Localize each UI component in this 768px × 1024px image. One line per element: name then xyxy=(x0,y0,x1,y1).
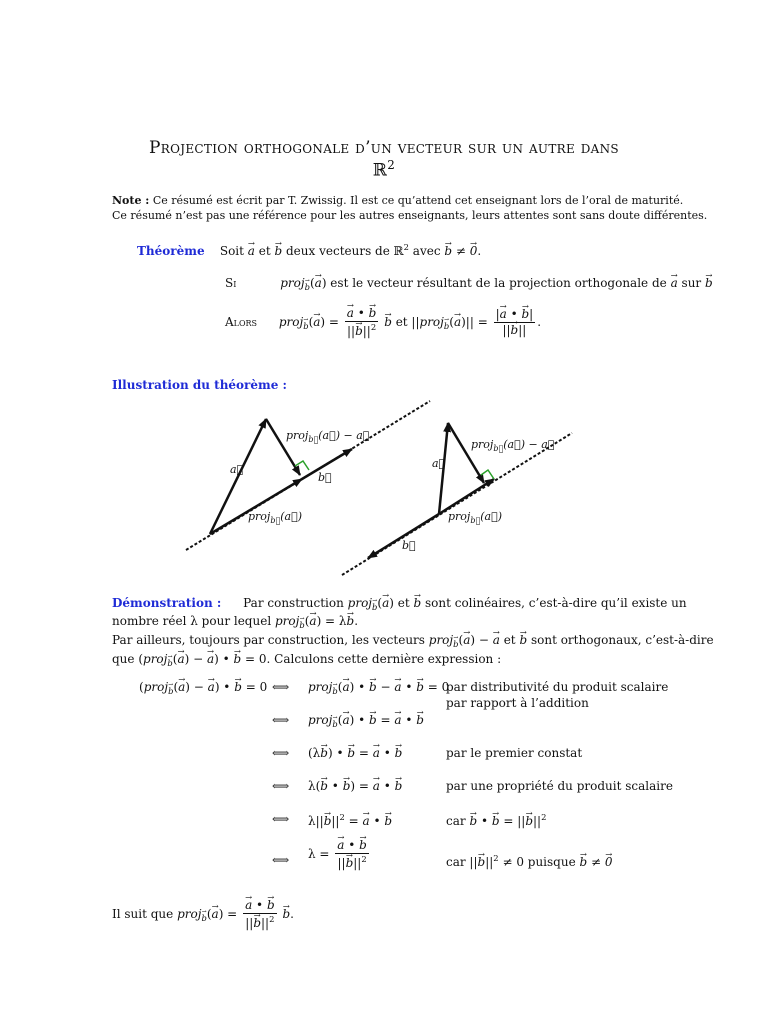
theorem-statement: Théorème Soit → a et → b deux vecteurs de ℝ$^2$ avec → b ≠ → 0. xyxy=(137,242,481,258)
step-1-lhs: (proj→ $_b$(→ a) − → a) • → b = 0 xyxy=(139,680,267,696)
step-4-rhs: λ(→ b • → b) = → a • → b xyxy=(308,779,402,793)
si-label: Si xyxy=(225,276,237,290)
vector-diff-1 xyxy=(266,419,300,475)
note-line2: Ce résumé n’est pas une référence pour les autres enseignants, leurs attentes sont sans doute différentes. xyxy=(112,209,708,222)
step-5-rhs: $\lambda||\to b||^2$ = → a • → b xyxy=(308,812,392,828)
illustration-label: Illustration du théorème : xyxy=(112,378,287,392)
step-4-reason: par une propriété du produit scalaire xyxy=(446,779,673,793)
demo-line3: Par ailleurs, toujours par construction, les vecteurs proj→ $_b$(→ a) − → a et → b sont orthogonaux, c’est-à-dire xyxy=(112,633,714,649)
demo-line1: Démonstration : Par construction proj→ $_b$(→ a) et → b sont colinéaires, c’est-à-dire qu’il existe un xyxy=(112,596,687,612)
title-line1: Projection orthogonale d’un vecteur sur un autre dans xyxy=(149,138,619,158)
conclusion: Il suit que proj→ $_b$(→ a) = → $\frac{a • \to b}{||\to b||^2}$ → b. xyxy=(112,898,294,931)
vector-diff-2 xyxy=(448,423,484,483)
theorem-si: Si proj→ $_b$(→ a) est le vecteur résultant de la projection orthogonale de → a sur → b xyxy=(225,276,713,292)
step-3-arrow: ⟺ xyxy=(272,746,290,760)
step-6-reason: car ||→ $b||^2 \ne 0$ puisque → b ≠ → 0 xyxy=(446,853,613,869)
step-6-arrow: ⟺ xyxy=(272,853,290,867)
step-5-reason: car → b • → b = ||→ $b||^2$ xyxy=(446,812,546,828)
step-1-rhs: proj→ $_b$(→ a) • → b − → a • → b = 0 xyxy=(308,680,449,696)
step-1-arrow: ⟺ xyxy=(272,680,290,694)
note-label: Note : xyxy=(112,194,150,207)
label-a-1: a⃗ xyxy=(230,463,244,476)
figure-1 xyxy=(186,401,430,550)
label-a-2: a⃗ xyxy=(432,457,446,470)
note-paragraph xyxy=(112,194,683,207)
note-line1: Ce résumé est écrit par T. Zwissig. Il est ce qu’attend cet enseignant lors de l’oral de maturité. xyxy=(152,194,684,207)
step-2-rhs: proj→ $_b$(→ a) • → b = → a • → b xyxy=(308,713,424,729)
demo-line4: que (proj→ $_b$(→ a) − → a) • → b = 0. Calculons cette dernière expression : xyxy=(112,652,501,668)
illustration-figure xyxy=(0,395,768,585)
right-angle-2 xyxy=(481,470,494,479)
demo-line2: nombre réel λ pour lequel proj→ $_b$(→ a) = λ→ b. xyxy=(112,614,358,630)
label-diff-2: proj$_{b⃗}$(a⃗) − a⃗ xyxy=(471,438,555,453)
label-diff-1: proj$_{b⃗}$(a⃗) − a⃗ xyxy=(286,429,370,444)
demo-label: Démonstration : xyxy=(112,596,222,610)
label-b-2: b⃗ xyxy=(402,539,416,552)
alors-label: Alors xyxy=(225,315,258,329)
figure-2 xyxy=(342,423,572,575)
step-2-arrow: ⟺ xyxy=(272,713,290,727)
label-b-1: b⃗ xyxy=(318,471,332,484)
page-title xyxy=(0,138,768,158)
theorem-alors: Alors proj→ $_b$(→ a) = → $\frac{a • \to b}{||\to b||^2}$ → b et ||proj→ $_b$(→ a)|| = $\frac{|\to a • \to b|}{||\to b||}$ . xyxy=(225,306,541,339)
title-line2: ℝ$^2$ xyxy=(372,158,396,181)
vector-proj-2 xyxy=(439,479,494,514)
label-proj-2: proj$_{b⃗}$(a⃗) xyxy=(448,510,503,525)
label-proj-1: proj$_{b⃗}$(a⃗) xyxy=(248,510,303,525)
step-4-arrow: ⟺ xyxy=(272,779,290,793)
step-3-reason: par le premier constat xyxy=(446,746,583,760)
step-6-rhs: λ = → $\frac{a • \to b}{||\to b||^2}$ xyxy=(308,838,371,871)
step-1-reason: par distributivité du produit scalaire xyxy=(446,680,669,694)
step-3-rhs: (λ→ b) • → b = → a • → b xyxy=(308,746,402,760)
step-1-reason2: par rapport à l’addition xyxy=(446,696,589,710)
theorem-label: Théorème xyxy=(137,244,205,258)
step-5-arrow: ⟺ xyxy=(272,812,290,826)
